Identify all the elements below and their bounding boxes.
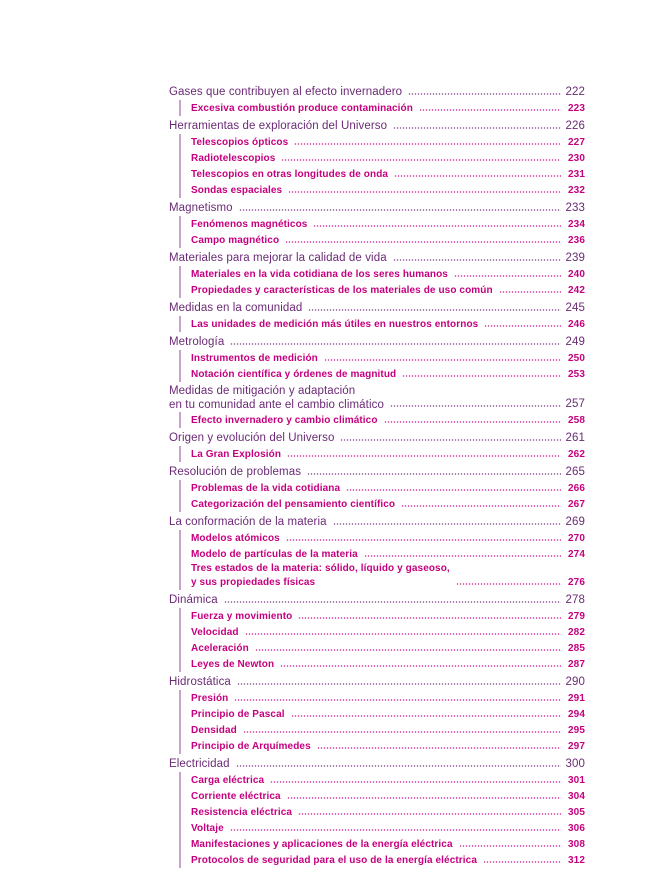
subsection-title: Resistencia eléctrica: [191, 807, 293, 818]
dot-leader: [384, 420, 561, 424]
subsection-title: Problemas de la vida cotidiana: [191, 483, 341, 494]
subsection-page-number: 287: [568, 659, 585, 670]
subsection-page-number: 266: [568, 483, 585, 494]
chapter-page-number: 300: [565, 758, 585, 770]
dot-leader: [230, 342, 561, 346]
toc-subsection-entry[interactable]: [191, 738, 585, 754]
subsection-page-number: 231: [568, 169, 585, 180]
dot-leader: [224, 600, 561, 604]
subsection-list: [179, 266, 585, 298]
subsection-list: [179, 100, 585, 116]
subsection-page-number: 294: [568, 709, 585, 720]
subsection-title: Leyes de Newton: [191, 659, 275, 670]
subsection-page-number: 258: [568, 415, 585, 426]
toc-section: [169, 84, 585, 116]
subsection-page-number: 276: [568, 577, 585, 588]
toc-chapter-entry[interactable]: [169, 334, 585, 350]
toc-chapter-entry[interactable]: [169, 674, 585, 690]
subsection-page-number: 234: [568, 219, 585, 230]
dot-leader: [286, 538, 561, 542]
toc-subsection-entry[interactable]: [191, 546, 585, 562]
subsection-title: Protocolos de seguridad para el uso de la energía eléctrica: [191, 855, 477, 866]
subsection-page-number: 236: [568, 235, 585, 246]
subsection-page-number: 308: [568, 839, 585, 850]
chapter-title: Gases que contribuyen al efecto invernadero: [169, 86, 403, 98]
dot-leader: [333, 522, 561, 526]
toc-subsection-entry[interactable]: [191, 496, 585, 512]
toc-subsection-entry[interactable]: [191, 166, 585, 182]
toc-subsection-entry[interactable]: [191, 366, 585, 382]
toc-subsection-entry[interactable]: [191, 804, 585, 820]
toc-section: [169, 200, 585, 248]
subsection-title: Propiedades y características de los materiales de uso común: [191, 285, 493, 296]
dot-leader: [393, 258, 561, 262]
toc-subsection-entry[interactable]: [191, 836, 585, 852]
subsection-page-number: 242: [568, 285, 585, 296]
subsection-title: Carga eléctrica: [191, 775, 265, 786]
subsection-page-number: 285: [568, 643, 585, 654]
dot-leader: [340, 438, 561, 442]
table-of-contents: [169, 84, 585, 870]
subsection-page-number: 306: [568, 823, 585, 834]
subsection-page-number: 267: [568, 499, 585, 510]
subsection-page-number: 262: [568, 449, 585, 460]
subsection-title: Campo magnético: [191, 235, 280, 246]
dot-leader: [456, 582, 561, 586]
dot-leader: [408, 92, 561, 96]
chapter-page-number: 278: [565, 594, 585, 606]
dot-leader: [313, 224, 561, 228]
subsection-list: [179, 480, 585, 512]
subsection-title: Notación científica y órdenes de magnitud: [191, 369, 397, 380]
chapter-title: Materiales para mejorar la calidad de vida: [169, 252, 387, 264]
subsection-list: [179, 216, 585, 248]
dot-leader: [236, 764, 561, 768]
toc-section: [169, 300, 585, 332]
subsection-page-number: 240: [568, 269, 585, 280]
subsection-list: [179, 316, 585, 332]
dot-leader: [419, 108, 561, 112]
toc-subsection-entry[interactable]: [191, 820, 585, 836]
subsection-title: Manifestaciones y aplicaciones de la energía eléctrica: [191, 839, 453, 850]
subsection-title: Fenómenos magnéticos: [191, 219, 308, 230]
chapter-title: Hidrostática: [169, 676, 231, 688]
toc-subsection-entry[interactable]: [191, 350, 585, 366]
subsection-page-number: 295: [568, 725, 585, 736]
subsection-page-number: 301: [568, 775, 585, 786]
toc-subsection-entry[interactable]: [191, 316, 585, 332]
toc-section: [169, 384, 585, 428]
chapter-title: La conformación de la materia: [169, 516, 327, 528]
toc-subsection-entry[interactable]: [191, 706, 585, 722]
dot-leader: [454, 274, 561, 278]
subsection-title: Aceleración: [191, 643, 249, 654]
subsection-title: Principio de Pascal: [191, 709, 285, 720]
subsection-title: La Gran Explosión: [191, 449, 282, 460]
subsection-title: Corriente eléctrica: [191, 791, 281, 802]
chapter-title: Dinámica: [169, 594, 218, 606]
subsection-list: [179, 134, 585, 198]
toc-subsection-entry[interactable]: [191, 852, 585, 868]
dot-leader: [243, 730, 561, 734]
chapter-title: Medidas en la comunidad: [169, 302, 303, 314]
chapter-page-number: 269: [565, 516, 585, 528]
toc-section: [169, 514, 585, 590]
subsection-page-number: 227: [568, 137, 585, 148]
dot-leader: [364, 554, 561, 558]
dot-leader: [483, 860, 561, 864]
toc-subsection-entry[interactable]: [191, 722, 585, 738]
subsection-title: Tres estados de la materia: sólido, líquido y gaseoso, y sus propiedades físicas: [191, 563, 450, 588]
subsection-page-number: 282: [568, 627, 585, 638]
toc-chapter-entry[interactable]: [169, 592, 585, 608]
chapter-title: Electricidad: [169, 758, 230, 770]
toc-subsection-entry[interactable]: [191, 100, 585, 116]
subsection-page-number: 291: [568, 693, 585, 704]
toc-subsection-entry[interactable]: [191, 182, 585, 198]
subsection-list: [179, 350, 585, 382]
dot-leader: [298, 616, 561, 620]
subsection-title: Radiotelescopios: [191, 153, 276, 164]
dot-leader: [291, 714, 561, 718]
toc-subsection-entry[interactable]: [191, 656, 585, 672]
toc-subsection-entry[interactable]: [191, 480, 585, 496]
dot-leader: [281, 158, 561, 162]
dot-leader: [499, 290, 561, 294]
dot-leader: [401, 504, 561, 508]
toc-subsection-entry[interactable]: [191, 772, 585, 788]
toc-subsection-entry[interactable]: [191, 640, 585, 656]
toc-subsection-entry[interactable]: [191, 788, 585, 804]
toc-chapter-entry[interactable]: [169, 514, 585, 530]
dot-leader: [346, 488, 561, 492]
toc-subsection-entry[interactable]: [191, 608, 585, 624]
subsection-title: Materiales en la vida cotidiana de los seres humanos: [191, 269, 448, 280]
dot-leader: [255, 648, 561, 652]
subsection-list: [179, 530, 585, 590]
dot-leader: [402, 374, 561, 378]
dot-leader: [237, 682, 561, 686]
dot-leader: [234, 698, 561, 702]
toc-chapter-entry[interactable]: [169, 118, 585, 134]
chapter-title: Resolución de problemas: [169, 466, 302, 478]
toc-subsection-entry[interactable]: [191, 624, 585, 640]
subsection-list: [179, 690, 585, 754]
subsection-page-number: 305: [568, 807, 585, 818]
subsection-title: Telescopios ópticos: [191, 137, 289, 148]
chapter-title: Medidas de mitigación y adaptación en tu comunidad ante el cambio climático: [169, 385, 384, 411]
subsection-page-number: 232: [568, 185, 585, 196]
dot-leader: [459, 844, 561, 848]
chapter-page-number: 261: [565, 432, 585, 444]
dot-leader: [308, 308, 561, 312]
chapter-title: Herramientas de exploración del Universo: [169, 120, 388, 132]
dot-leader: [280, 664, 561, 668]
dot-leader: [294, 142, 561, 146]
chapter-page-number: 222: [565, 86, 585, 98]
subsection-title: Presión: [191, 693, 229, 704]
toc-subsection-entry[interactable]: [191, 150, 585, 166]
subsection-title: Voltaje: [191, 823, 224, 834]
toc-subsection-entry[interactable]: [191, 690, 585, 706]
subsection-title: Categorización del pensamiento científico: [191, 499, 396, 510]
subsection-list: [179, 772, 585, 868]
toc-chapter-entry[interactable]: [169, 250, 585, 266]
dot-leader: [285, 240, 561, 244]
subsection-title: Fuerza y movimiento: [191, 611, 293, 622]
chapter-page-number: 249: [565, 336, 585, 348]
toc-section: [169, 674, 585, 754]
subsection-title: Modelo de partículas de la materia: [191, 549, 358, 560]
subsection-page-number: 250: [568, 353, 585, 364]
toc-section: [169, 756, 585, 868]
toc-section: [169, 118, 585, 198]
toc-section: [169, 430, 585, 462]
dot-leader: [288, 190, 561, 194]
subsection-title: Sondas espaciales: [191, 185, 283, 196]
chapter-title: Magnetismo: [169, 202, 233, 214]
toc-chapter-entry[interactable]: [169, 756, 585, 772]
chapter-title: Metrología: [169, 336, 225, 348]
dot-leader: [298, 812, 561, 816]
toc-subsection-entry[interactable]: [191, 412, 585, 428]
subsection-title: Telescopios en otras longitudes de onda: [191, 169, 389, 180]
subsection-page-number: 270: [568, 533, 585, 544]
subsection-list: [179, 412, 585, 428]
subsection-title: Excesiva combustión produce contaminación: [191, 103, 413, 114]
chapter-page-number: 290: [565, 676, 585, 688]
dot-leader: [270, 780, 561, 784]
subsection-page-number: 230: [568, 153, 585, 164]
toc-chapter-entry[interactable]: [169, 430, 585, 446]
subsection-page-number: 274: [568, 549, 585, 560]
toc-subsection-entry[interactable]: [191, 562, 585, 590]
dot-leader: [393, 126, 561, 130]
subsection-title: Modelos atómicos: [191, 533, 280, 544]
dot-leader: [307, 472, 561, 476]
subsection-title: Efecto invernadero y cambio climático: [191, 415, 378, 426]
toc-section: [169, 334, 585, 382]
toc-chapter-entry[interactable]: [169, 384, 585, 412]
toc-section: [169, 592, 585, 672]
dot-leader: [390, 404, 561, 408]
chapter-title: Origen y evolución del Universo: [169, 432, 335, 444]
chapter-page-number: 257: [565, 398, 585, 410]
toc-chapter-entry[interactable]: [169, 464, 585, 480]
chapter-page-number: 239: [565, 252, 585, 264]
subsection-page-number: 279: [568, 611, 585, 622]
toc-section: [169, 250, 585, 298]
dot-leader: [230, 828, 561, 832]
dot-leader: [287, 796, 561, 800]
dot-leader: [324, 358, 561, 362]
subsection-page-number: 253: [568, 369, 585, 380]
toc-subsection-entry[interactable]: [191, 216, 585, 232]
subsection-title: Principio de Arquímedes: [191, 741, 311, 752]
toc-chapter-entry[interactable]: [169, 300, 585, 316]
dot-leader: [239, 208, 561, 212]
toc-chapter-entry[interactable]: [169, 200, 585, 216]
subsection-title: Velocidad: [191, 627, 239, 638]
subsection-page-number: 223: [568, 103, 585, 114]
toc-section: [169, 464, 585, 512]
toc-subsection-entry[interactable]: [191, 446, 585, 462]
chapter-page-number: 245: [565, 302, 585, 314]
toc-subsection-entry[interactable]: [191, 134, 585, 150]
subsection-title: Las unidades de medición más útiles en nuestros entornos: [191, 319, 479, 330]
toc-chapter-entry[interactable]: [169, 84, 585, 100]
dot-leader: [317, 746, 561, 750]
subsection-list: [179, 608, 585, 672]
toc-subsection-entry[interactable]: [191, 232, 585, 248]
dot-leader: [287, 454, 561, 458]
subsection-page-number: 297: [568, 741, 585, 752]
subsection-page-number: 312: [568, 855, 585, 866]
subsection-title: Densidad: [191, 725, 237, 736]
dot-leader: [245, 632, 561, 636]
toc-subsection-entry[interactable]: [191, 266, 585, 282]
subsection-list: [179, 446, 585, 462]
chapter-page-number: 226: [565, 120, 585, 132]
chapter-page-number: 233: [565, 202, 585, 214]
subsection-page-number: 304: [568, 791, 585, 802]
dot-leader: [484, 324, 561, 328]
chapter-page-number: 265: [565, 466, 585, 478]
dot-leader: [394, 174, 561, 178]
toc-subsection-entry[interactable]: [191, 530, 585, 546]
subsection-title: Instrumentos de medición: [191, 353, 318, 364]
subsection-page-number: 246: [568, 319, 585, 330]
toc-subsection-entry[interactable]: [191, 282, 585, 298]
